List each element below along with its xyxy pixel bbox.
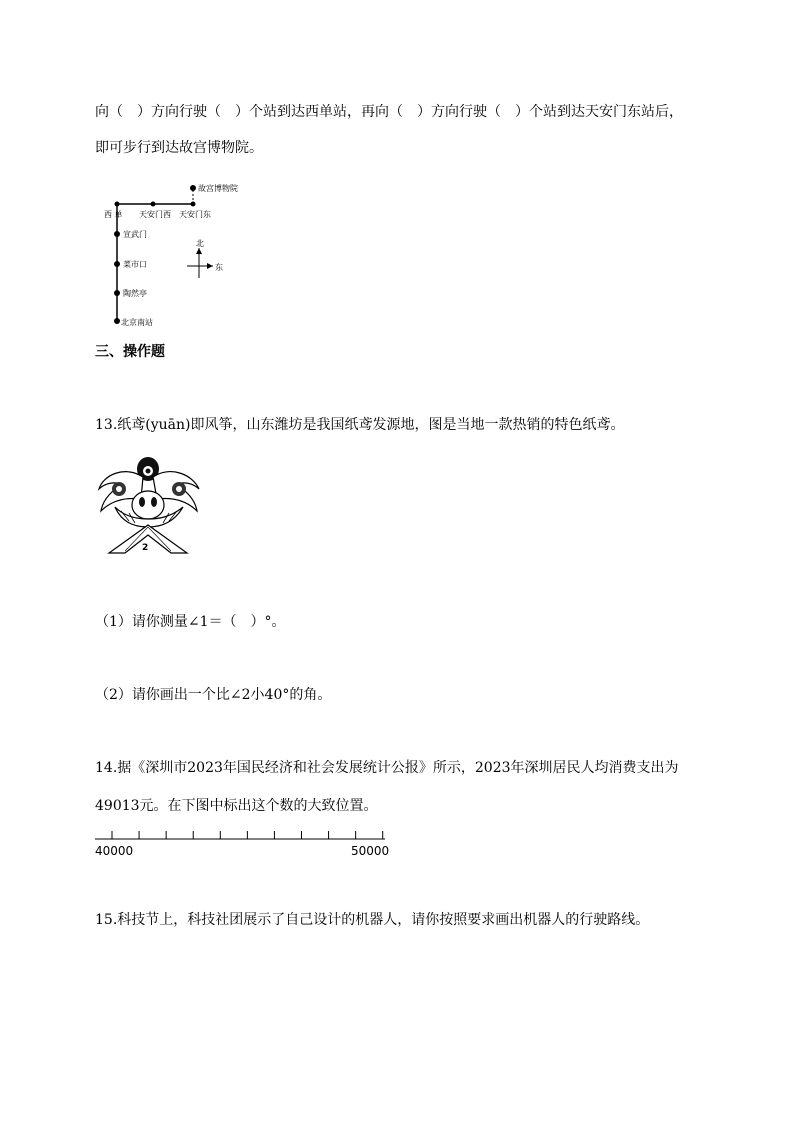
station-dot-taoranting <box>114 290 120 296</box>
station-dot-caishikou <box>114 261 120 267</box>
label-taoranting: 陶然亭 <box>123 289 147 298</box>
label-xuanwumen: 宣武门 <box>123 230 147 239</box>
station-dot-xidan <box>115 202 120 207</box>
q14-line1: 14.据《深圳市2023年国民经济和社会发展统计公报》所示，2023年深圳居民人均消费支出为 <box>95 760 679 776</box>
number-line-start-label: 40000 <box>95 844 134 858</box>
number-line <box>95 826 395 860</box>
q12-line2: 即可步行到达故宫博物院。 <box>95 140 263 156</box>
label-tiananmen-east: 天安门东 <box>179 210 211 219</box>
q14-line2: 49013元。在下图中标出这个数的大致位置。 <box>95 798 378 814</box>
label-caishikou: 菜市口 <box>123 260 147 269</box>
label-tiananmen-west: 天安门西 <box>139 210 171 219</box>
label-palace-museum: 故宫博物院 <box>198 184 238 193</box>
station-dot-xuanwumen <box>114 231 120 237</box>
compass-north-label: 北 <box>196 239 204 248</box>
station-dot-tiananmen-west <box>151 202 156 207</box>
q13-sub1: （1）请你测量∠1＝（ ）°。 <box>95 614 286 630</box>
q13-text: 13.纸鸢(yuān)即风筝，山东潍坊是我国纸鸢发源地，图是当地一款热销的特色纸鸢。 <box>95 417 625 433</box>
q15-text: 15.科技节上，科技社团展示了自己设计的机器人，请你按照要求画出机器人的行驶路线。 <box>95 912 650 928</box>
kite-angle-2-label: 2 <box>142 543 149 553</box>
section-title: 三、操作题 <box>95 344 165 360</box>
kite-body <box>132 491 164 519</box>
station-dot-tiananmen-east <box>191 202 196 207</box>
station-dot-palace <box>190 185 196 191</box>
compass-east-label: 东 <box>215 263 223 272</box>
station-dot-beijing-south <box>114 318 120 324</box>
label-xidan: 西 单 <box>104 210 123 219</box>
label-beijing-south: 北京南站 <box>121 318 153 327</box>
kite-image <box>95 455 205 555</box>
subway-map <box>95 178 255 330</box>
q13-sub2: （2）请你画出一个比∠2小40°的角。 <box>95 687 332 703</box>
compass-icon <box>187 238 223 278</box>
q12-line1: 向（ ）方向行驶（ ）个站到达西单站，再向（ ）方向行驶（ ）个站到达天安门东站后， <box>95 104 683 120</box>
number-line-end-label: 50000 <box>351 844 390 858</box>
